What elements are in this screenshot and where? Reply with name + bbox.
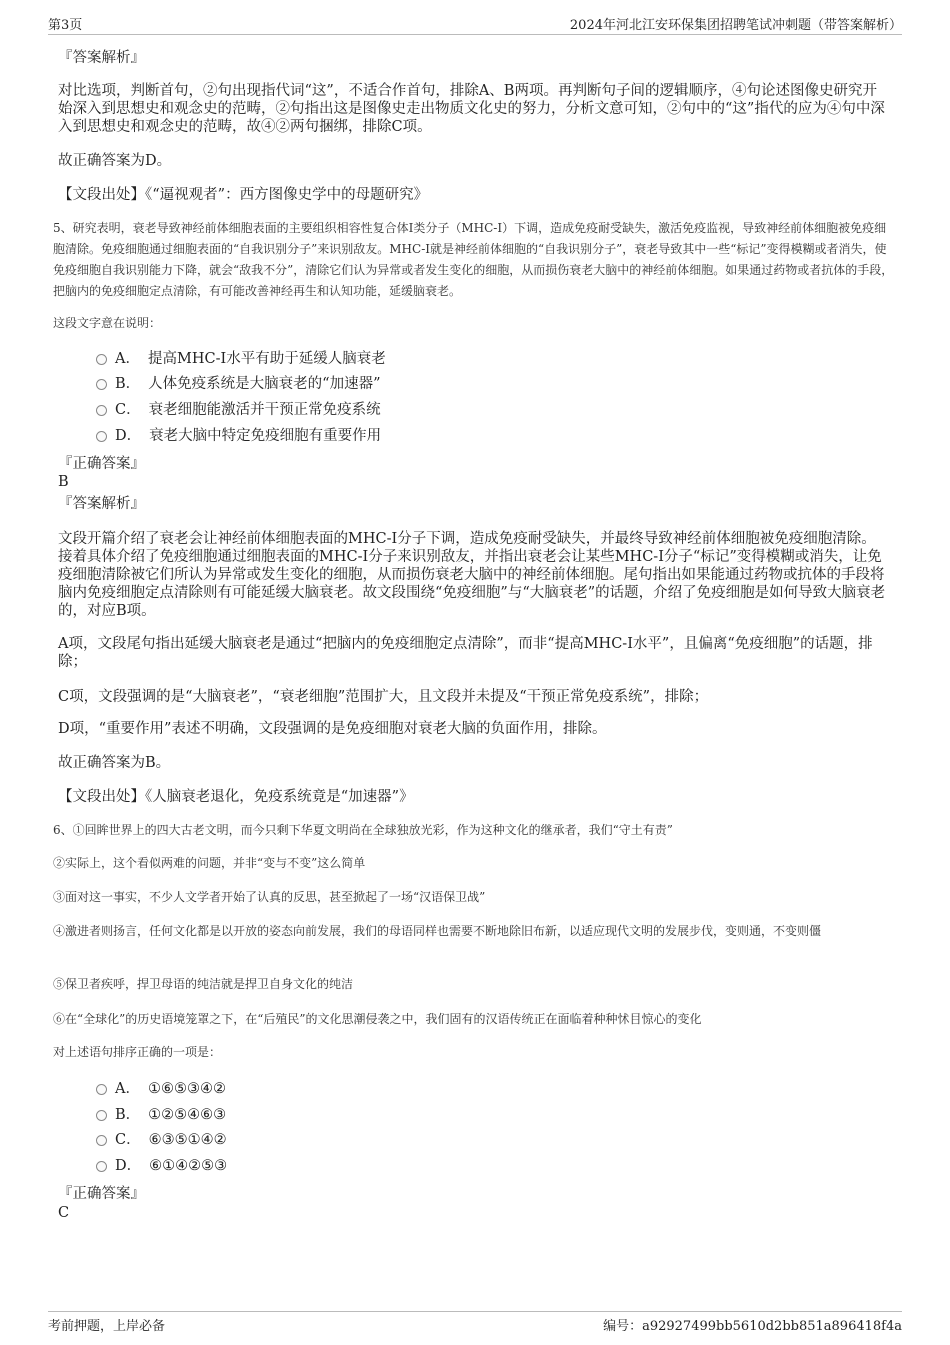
- q6-sentence-4: ④激进者则扬言，任何文化都是以开放的姿态向前发展，我们的母语同样也需要不断地除旧布新，以适应现代文明的发展步伐，变则通，不变则僵: [53, 924, 822, 938]
- radio-icon[interactable]: [96, 1161, 107, 1172]
- q5-analysis-d: D项，“重要作用”表述不明确，文段强调的是免疫细胞对衰老大脑的负面作用，排除。: [58, 721, 607, 737]
- q6-sentence-5: ⑤保卫者疾呼，捍卫母语的纯洁就是捍卫自身文化的纯洁: [53, 977, 354, 991]
- radio-icon[interactable]: [96, 354, 107, 365]
- q6-sentence-2: ②实际上，这个看似两难的问题，并非“变与不变”这么简单: [53, 856, 366, 870]
- option-text: ①②⑤④⑥③: [148, 1107, 227, 1123]
- option-text: ①⑥⑤③④②: [147, 1081, 226, 1097]
- q5-stem: 5、研究表明，衰老导致神经前体细胞表面的主要组织相容性复合体I类分子（MHC-I）下调，造成免疫耐受缺失，激活免疫监视，导致神经前体细胞被免疫细胞清除。免疫细胞通过细胞表面的“自我识别分子”来识别敌友。MHC-I就是神经前体细胞的“自我识别分子”，衰老导致其中一些“标记”变得模糊或者消失，使免疫细胞自我识别能力下降，就会“敌我不分”，清除它们认为异常或者发生变化的细胞，从而损伤衰老大脑中的神经前体细胞。如果通过药物或者抗体的手段，把脑内的免疫细胞定点清除，有可能改善神经再生和认知功能，延缓脑衰老。: [53, 221, 894, 298]
- q5-answer: B: [58, 474, 69, 490]
- option-letter: C．: [115, 402, 141, 418]
- option-letter: A．: [115, 351, 140, 367]
- option-letter: C．: [115, 1132, 141, 1148]
- document-title: 2024年河北江安环保集团招聘笔试冲刺题（带答案解析）: [569, 18, 902, 33]
- option-text: 提高MHC-I水平有助于延缓人脑衰老: [147, 351, 386, 367]
- page-header: [48, 14, 902, 35]
- q6-answer-label: 『正确答案』: [58, 1186, 145, 1202]
- q5-analysis-a: A项，文段尾句指出延缓大脑衰老是通过“把脑内的免疫细胞定点清除”，而非“提高MHC-I水平”，且偏离“免疫细胞”的话题，排除；: [58, 636, 873, 670]
- option-letter: A．: [115, 1081, 140, 1097]
- q5-source: 【文段出处】《人脑衰老退化，免疫系统竟是“加速器”》: [58, 789, 414, 805]
- q5-option-b[interactable]: [96, 374, 380, 394]
- option-text: 人体免疫系统是大脑衰老的“加速器”: [148, 376, 381, 392]
- radio-icon[interactable]: [96, 431, 107, 442]
- q5-question: 这段文字意在说明：: [53, 316, 162, 330]
- q6-question: 对上述语句排序正确的一项是：: [53, 1045, 222, 1059]
- page-number: 第3页: [48, 18, 83, 33]
- q5-analysis: 文段开篇介绍了衰老会让神经前体细胞表面的MHC-I分子下调，造成免疫耐受缺失，并最终导致神经前体细胞被免疫细胞清除。接着具体介绍了免疫细胞通过细胞表面的MHC-I分子来识别敌友，并指出衰老会让某些MHC-I分子“标记”变得模糊或消失，让免疫细胞清除被它们所认为异常或发生变化的细胞，从而损伤衰老大脑中的神经前体细胞。尾句指出如果能通过药物或抗体的手段将脑内免疫细胞定点清除则有可能延缓大脑衰老。故文段围绕“免疫细胞”与“大脑衰老”的话题，介绍了免疫细胞是如何导致大脑衰老的，对应B项。: [58, 531, 886, 619]
- q5-analysis-label: 『答案解析』: [58, 496, 145, 512]
- q5-option-a[interactable]: [96, 349, 386, 369]
- option-letter: B．: [115, 1107, 141, 1123]
- radio-icon[interactable]: [96, 379, 107, 390]
- q6-answer: C: [58, 1205, 70, 1221]
- q5-option-d[interactable]: [96, 426, 381, 446]
- q6-option-d[interactable]: [96, 1156, 227, 1176]
- radio-icon[interactable]: [96, 1135, 107, 1146]
- footer-slogan: 考前押题，上岸必备: [48, 1319, 166, 1334]
- option-text: ⑥③⑤①④②: [148, 1132, 227, 1148]
- radio-icon[interactable]: [96, 405, 107, 416]
- q6-sentence-3: ③面对这一事实，不少人文学者开始了认真的反思，甚至掀起了一场“汉语保卫战”: [53, 890, 486, 904]
- q5-answer-label: 『正确答案』: [58, 456, 145, 472]
- q4-analysis-label: 『答案解析』: [58, 50, 145, 66]
- q5-option-c[interactable]: [96, 400, 381, 420]
- option-letter: D．: [115, 1158, 142, 1174]
- radio-icon[interactable]: [96, 1110, 107, 1121]
- radio-icon[interactable]: [96, 1084, 107, 1095]
- q6-option-b[interactable]: [96, 1105, 226, 1125]
- q6-sentence-1: 6、①回眸世界上的四大古老文明，而今只剩下华夏文明尚在全球独放光彩，作为这种文化的继承者，我们“守土有责”: [53, 823, 673, 837]
- option-text: 衰老细胞能激活并干预正常免疫系统: [148, 402, 381, 418]
- option-letter: B．: [115, 376, 141, 392]
- q6-option-a[interactable]: [96, 1079, 226, 1099]
- q5-conclusion: 故正确答案为B。: [58, 755, 171, 771]
- q5-analysis-c: C项，文段强调的是“大脑衰老”，“衰老细胞”范围扩大，且文段并未提及“干预正常免疫系统”，排除；: [58, 689, 709, 705]
- q4-analysis: 对比选项，判断首句，②句出现指代词“这”，不适合作首句，排除A、B两项。再判断句子间的逻辑顺序，④句论述图像史研究开始深入到思想史和观念史的范畴，②句指出这是图像史走出物质文化史的努力，分析文意可知，②句中的“这”指代的应为④句中深入到思想史和观念史的范畴，故④②两句捆绑，排除C项。: [58, 83, 885, 135]
- q4-conclusion: 故正确答案为D。: [58, 153, 172, 169]
- q6-sentence-6: ⑥在“全球化”的历史语境笼罩之下，在“后殖民”的文化思潮侵袭之中，我们固有的汉语传统正在面临着种种怵目惊心的变化: [53, 1012, 702, 1026]
- option-text: ⑥①④②⑤③: [149, 1158, 228, 1174]
- q6-option-c[interactable]: [96, 1130, 227, 1150]
- q4-source: 【文段出处】《“逼视观者”：西方图像史学中的母题研究》: [58, 187, 429, 203]
- footer-code: 编号：a92927499bb5610d2bb851a896418f4a: [603, 1319, 902, 1334]
- option-letter: D．: [115, 428, 142, 444]
- option-text: 衰老大脑中特定免疫细胞有重要作用: [149, 428, 382, 444]
- page-footer: [48, 1311, 902, 1334]
